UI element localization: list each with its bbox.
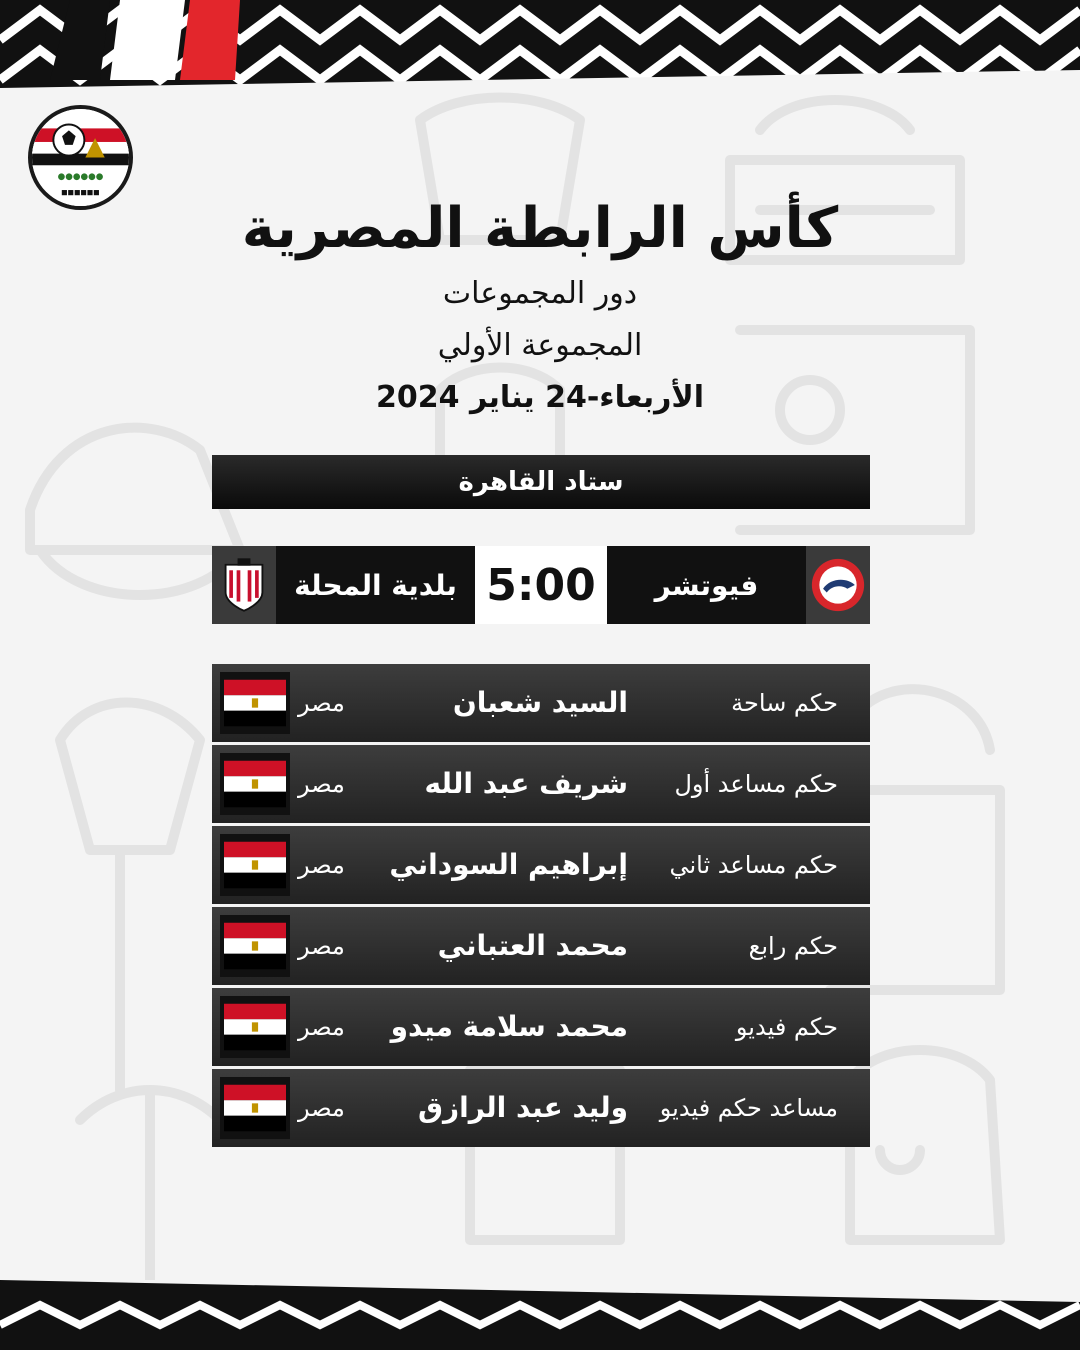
official-role: حكم مساعد أول xyxy=(674,770,838,798)
official-role: حكم مساعد ثاني xyxy=(669,851,838,879)
ghazl-shield-icon xyxy=(221,557,267,613)
official-row-var xyxy=(212,988,870,1066)
official-role: حكم رابع xyxy=(748,932,838,960)
official-name: محمد سلامة ميدو xyxy=(390,1010,628,1043)
home-team-logo xyxy=(806,546,870,624)
match-date: الأربعاء-24 يناير 2024 xyxy=(376,380,704,415)
official-row-fourth xyxy=(212,907,870,985)
modern-future-badge-icon xyxy=(810,557,866,613)
official-country: مصر xyxy=(298,851,345,879)
home-team-name: فيوتشر xyxy=(607,546,806,624)
official-row-assistant-2 xyxy=(212,826,870,904)
official-name: السيد شعبان xyxy=(452,686,628,719)
official-role: حكم ساحة xyxy=(731,689,838,717)
official-country: مصر xyxy=(298,1094,345,1122)
stage-label: دور المجموعات xyxy=(442,276,638,311)
official-country: مصر xyxy=(298,689,345,717)
official-row-avar xyxy=(212,1069,870,1147)
kickoff-time: 5:00 xyxy=(475,546,607,624)
egypt-flag-icon xyxy=(220,672,290,734)
official-role: حكم فيديو xyxy=(735,1013,838,1041)
egypt-flag-icon xyxy=(220,753,290,815)
match-bar xyxy=(212,546,870,624)
official-role: مساعد حكم فيديو xyxy=(659,1094,838,1122)
away-team-name: بلدية المحلة xyxy=(276,546,475,624)
official-row-assistant-1 xyxy=(212,745,870,823)
venue-bar: ستاد القاهرة xyxy=(212,455,870,509)
page-title: كأس الرابطة المصرية xyxy=(241,196,839,261)
header-block xyxy=(0,190,1080,424)
official-row-referee xyxy=(212,664,870,742)
svg-text:●●●●●●: ●●●●●● xyxy=(57,171,104,182)
flag-stripes-decoration xyxy=(50,0,240,80)
egypt-flag-icon xyxy=(220,834,290,896)
egypt-flag-icon xyxy=(220,1077,290,1139)
bottom-border-pattern xyxy=(0,1280,1080,1350)
egypt-flag-icon xyxy=(220,915,290,977)
officials-list xyxy=(212,664,870,1150)
official-name: وليد عبد الرازق xyxy=(417,1091,628,1124)
official-country: مصر xyxy=(298,1013,345,1041)
official-name: إبراهيم السوداني xyxy=(389,848,628,881)
away-team-logo xyxy=(212,546,276,624)
official-name: محمد العتباني xyxy=(437,929,628,962)
official-country: مصر xyxy=(298,770,345,798)
official-country: مصر xyxy=(298,932,345,960)
group-label: المجموعة الأولي xyxy=(437,328,643,363)
official-name: شريف عبد الله xyxy=(424,767,628,800)
svg-text:■■■■■■: ■■■■■■ xyxy=(61,188,100,197)
egypt-flag-icon xyxy=(220,996,290,1058)
